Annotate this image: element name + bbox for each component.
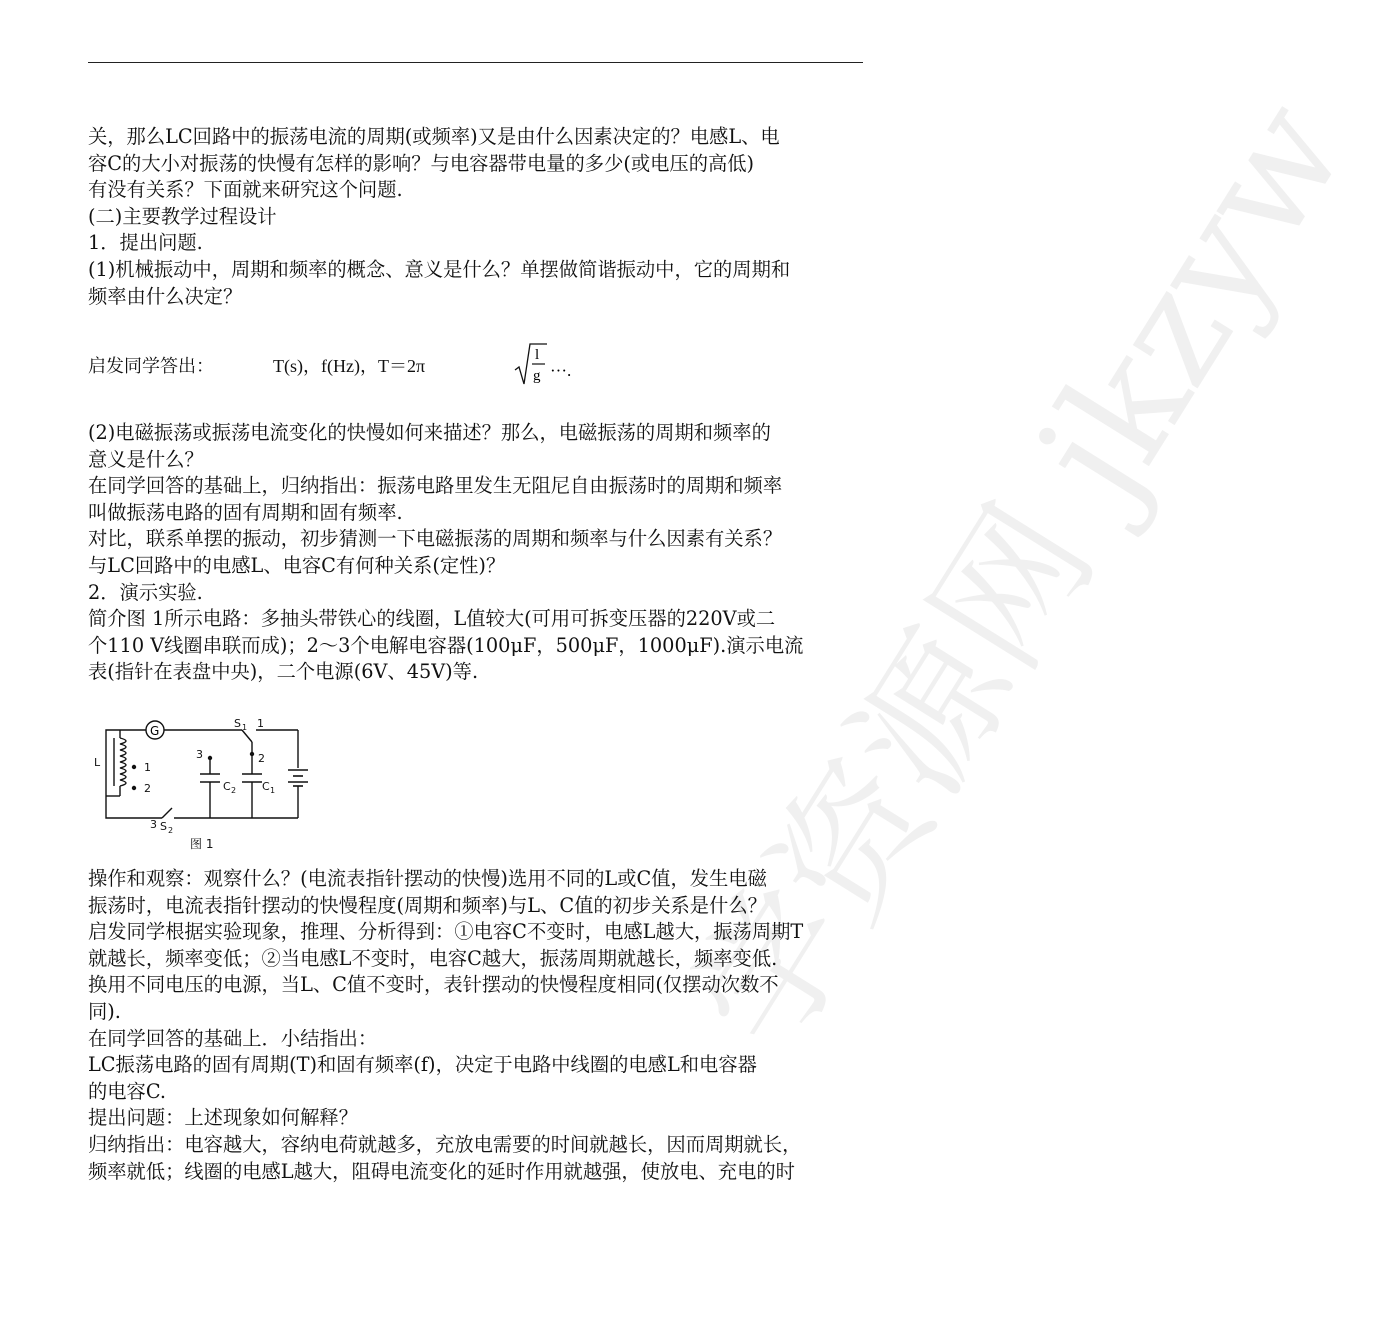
section-heading: (二)主要教学过程设计 [88,204,277,228]
formula-equation: T(s)，f(Hz)，T＝2π [273,356,426,376]
paragraph-block-bottom [88,866,868,1185]
inductor-coil [120,738,126,786]
text-line: 归纳指出：电容越大，容纳电荷就越多，充放电需要的时间就越长，因而周期就长， [88,1132,802,1156]
text-line: 振荡时，电流表指针摆动的快慢程度(周期和频率)与L、C值的初步关系是什么？ [88,893,767,917]
watermark: 学资源网 jkzyw [661,72,1380,1079]
label-s1-3: 3 [196,748,203,761]
formula-label: 启发同学答出： [88,356,214,377]
paragraph-block-mid [88,420,868,686]
label-tap-2: 2 [144,782,151,795]
text-line: 频率就低；线圈的电感L越大，阻碍电流变化的延时作用就越强，使放电、充电的时 [88,1159,795,1183]
battery-symbol [288,770,308,786]
text-line: (2)电磁振荡或振荡电流变化的快慢如何来描述？那么，电磁振荡的周期和频率的 [88,421,771,444]
square-root-fraction [513,340,593,388]
text-line: 叫做振荡电路的固有周期和固有频率. [88,500,403,524]
label-c1: C [262,780,270,793]
text-line: 操作和观察：观察什么？(电流表指针摆动的快慢)选用不同的L或C值，发生电磁 [88,867,767,890]
text-line: 对比，联系单摆的振动，初步猜测一下电磁振荡的周期和频率与什么因素有关系？ [88,527,783,551]
step-heading: 1．提出问题. [88,231,203,255]
header-rule [88,62,863,63]
label-tap-3: 3 [150,818,157,831]
text-line: 有没有关系？下面就来研究这个问题. [88,178,403,202]
fraction-denominator: g [533,368,541,384]
text-line: 同). [88,999,121,1023]
label-c2-sub: 2 [231,786,237,795]
text-line: (1)机械振动中，周期和频率的概念、意义是什么？单摆做简谐振动中，它的周期和 [88,257,791,281]
pendulum-formula [88,340,588,388]
label-c2: C [223,780,231,793]
label-c1-sub: 1 [270,786,276,795]
text-line: 简介图 1所示电路：多抽头带铁心的线圈，L值较大(可用可拆变压器的220V或二 [88,607,776,631]
label-s1-1: 1 [257,717,264,730]
text-line: 意义是什么？ [88,447,204,471]
paragraph-block-top [88,124,868,310]
text-line: 在同学回答的基础上，归纳指出：振荡电路里发生无阻尼自由振荡时的周期和频率 [88,474,783,498]
label-s2-sub: 2 [168,826,174,835]
text-line: 就越长，频率变低；②当电感L不变时，电容C越大，振荡周期就越长，频率变低. [88,946,778,970]
label-inductor: L [94,756,101,769]
text-line: 与LC回路中的电感L、电容C有何种关系(定性)？ [88,553,506,577]
fraction-numerator: l [535,347,540,363]
switch-s2-blade [162,808,172,818]
circuit-diagram-figure-1 [92,716,314,856]
label-s2: S [160,820,167,833]
text-line: 关，那么LC回路中的振荡电流的周期(或频率)又是由什么因素决定的？电感L、电 [88,125,780,148]
label-s1-2: 2 [258,752,265,765]
text-line: 启发同学根据实验现象，推理、分析得到：①电容C不变时，电感L越大，振荡周期T [88,920,804,944]
text-line: 换用不同电压的电源，当L、C值不变时，表针摆动的快慢程度相同(仅摆动次数不 [88,973,779,997]
text-line: 频率由什么决定？ [88,284,243,308]
label-g: G [150,724,160,738]
text-line: 表(指针在表盘中央)，二个电源(6V、45V)等. [88,660,479,684]
text-line: 个110 V线圈串联而成)；2～3个电解电容器(100μF，500μF，1000μF).演示电流 [88,633,804,657]
text-line: 的电容C. [88,1079,167,1103]
label-tap-1: 1 [144,761,151,774]
figure-caption: 图 1 [190,837,214,851]
text-line: LC振荡电路的固有周期(T)和固有频率(f)，决定于电路中线圈的电感L和电容器 [88,1053,757,1077]
text-line: 在同学回答的基础上．小结指出： [88,1026,378,1050]
text-line: 提出问题：上述现象如何解释？ [88,1106,358,1130]
text-line: 容C的大小对振荡的快慢有怎样的影响？与电容器带电量的多少(或电压的高低) [88,151,755,175]
step-heading: 2．演示实验. [88,580,203,604]
label-s1: S [234,717,241,730]
formula-tail: ···. [550,361,572,380]
label-s1-sub: 1 [242,723,248,732]
